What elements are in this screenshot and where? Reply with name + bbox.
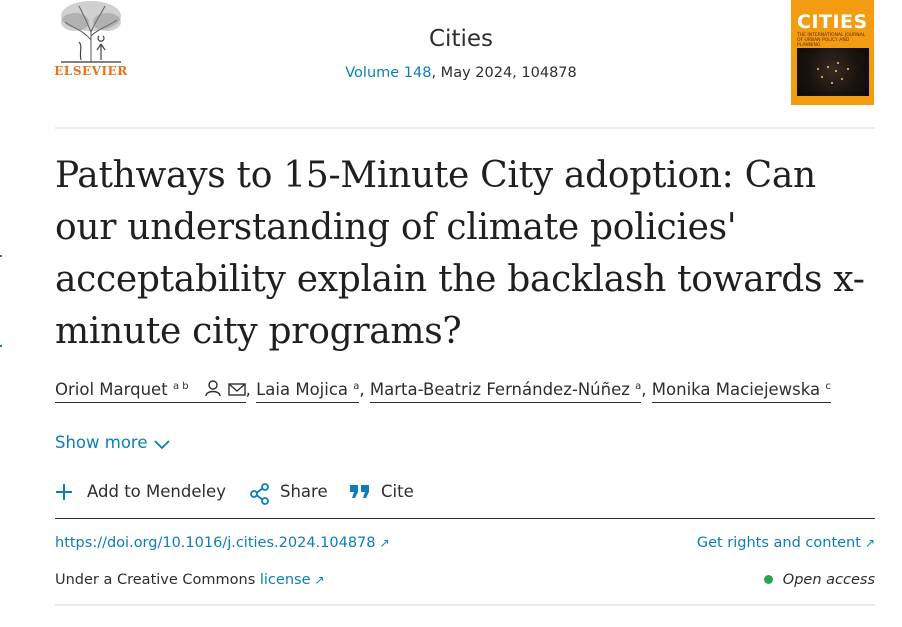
side-marker [0, 345, 2, 347]
share-icon [249, 483, 271, 505]
cover-subtitle: THE INTERNATIONAL JOURNAL OF URBAN POLICY AND PLANNING [797, 33, 866, 48]
author-link[interactable]: Monika Maciejewska $^c$ [652, 380, 831, 403]
email-icon [228, 382, 246, 397]
doi-link[interactable]: https://doi.org/10.1016/j.cities.2024.104878 ↗ [55, 535, 390, 551]
author-link[interactable]: Marta-Beatriz Fernández-Núñez $^a$ [370, 380, 641, 403]
external-link-icon: ↗ [379, 536, 390, 550]
show-more-button[interactable]: Show more [55, 433, 170, 452]
status-dot [764, 575, 773, 584]
cover-title: CITIES [797, 11, 868, 33]
cover-image [797, 48, 869, 96]
journal-cover[interactable] [791, 0, 874, 105]
license-line [55, 572, 325, 588]
license-prefix: Under a Creative Commons [55, 572, 260, 588]
footer-divider [55, 604, 875, 606]
external-link-icon: ↗ [314, 573, 325, 587]
volume-link[interactable]: Volume 148 [345, 65, 432, 81]
rights-link[interactable]: Get rights and content ↗ [696, 535, 875, 551]
header-divider [55, 127, 875, 129]
actions-divider [55, 518, 875, 519]
journal-meta [0, 65, 902, 81]
license-link[interactable]: license ↗ [259, 572, 325, 588]
author-link[interactable]: Laia Mojica $^a$ [256, 380, 359, 403]
journal-title[interactable]: Cities [429, 26, 493, 52]
author-link[interactable]: Oriol Marquet $^{a b}$ [55, 380, 246, 403]
author-list: Oriol Marquet $^{a b}$ , Laia Mojica $^a$, Marta-Beatriz Fernández-Núñez $^a$, Monika Maciejewska $^c$ [55, 380, 831, 399]
quote-icon [349, 483, 371, 501]
publisher-name: ELSEVIER [54, 64, 128, 78]
article-title: Pathways to 15-Minute City adoption: Can our understanding of climate policies' acceptability explain the backlash towards x-minute city programs? [55, 155, 865, 352]
chevron-down-icon [154, 438, 170, 450]
cite-label: Cite [381, 482, 414, 501]
side-marker [0, 255, 2, 257]
share-label: Share [280, 482, 328, 501]
mendeley-label: Add to Mendeley [87, 482, 226, 501]
open-access-badge: Open access [764, 572, 875, 588]
person-icon [204, 380, 222, 397]
external-link-icon: ↗ [864, 536, 875, 550]
issue-info: , May 2024, 104878 [431, 65, 577, 81]
plus-icon [55, 483, 73, 501]
